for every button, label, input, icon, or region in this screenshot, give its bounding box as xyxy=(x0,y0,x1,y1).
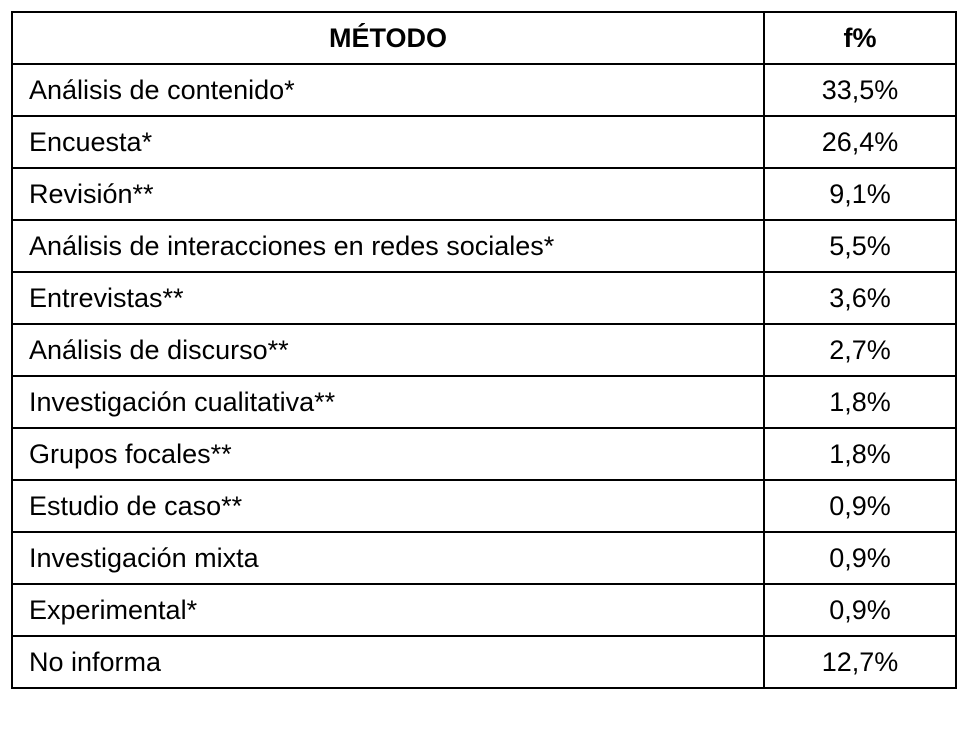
table-row xyxy=(12,64,956,116)
percent-cell: 9,1% xyxy=(764,168,956,220)
table-row xyxy=(12,376,956,428)
method-cell: Estudio de caso** xyxy=(12,480,764,532)
method-cell: No informa xyxy=(12,636,764,688)
method-cell: Encuesta* xyxy=(12,116,764,168)
percent-cell: 0,9% xyxy=(764,480,956,532)
percent-cell: 26,4% xyxy=(764,116,956,168)
method-cell: Investigación mixta xyxy=(12,532,764,584)
method-cell: Entrevistas** xyxy=(12,272,764,324)
table-header-row xyxy=(12,12,956,64)
table-row xyxy=(12,636,956,688)
percent-cell: 1,8% xyxy=(764,376,956,428)
percent-cell: 0,9% xyxy=(764,532,956,584)
percent-cell: 3,6% xyxy=(764,272,956,324)
table-row xyxy=(12,324,956,376)
methods-table xyxy=(11,11,957,689)
method-cell: Análisis de discurso** xyxy=(12,324,764,376)
method-cell: Grupos focales** xyxy=(12,428,764,480)
table-row xyxy=(12,428,956,480)
table-row xyxy=(12,116,956,168)
method-cell: Análisis de contenido* xyxy=(12,64,764,116)
method-cell: Revisión** xyxy=(12,168,764,220)
table-row xyxy=(12,168,956,220)
percent-cell: 5,5% xyxy=(764,220,956,272)
percent-cell: 2,7% xyxy=(764,324,956,376)
percent-cell: 12,7% xyxy=(764,636,956,688)
table-row xyxy=(12,272,956,324)
column-header-metodo: MÉTODO xyxy=(12,12,764,64)
percent-cell: 0,9% xyxy=(764,584,956,636)
table-row xyxy=(12,584,956,636)
table-row xyxy=(12,220,956,272)
column-header-f-percent: f% xyxy=(764,12,956,64)
percent-cell: 33,5% xyxy=(764,64,956,116)
table-row xyxy=(12,480,956,532)
method-cell: Análisis de interacciones en redes sociales* xyxy=(12,220,764,272)
table-row xyxy=(12,532,956,584)
method-cell: Investigación cualitativa** xyxy=(12,376,764,428)
method-cell: Experimental* xyxy=(12,584,764,636)
percent-cell: 1,8% xyxy=(764,428,956,480)
